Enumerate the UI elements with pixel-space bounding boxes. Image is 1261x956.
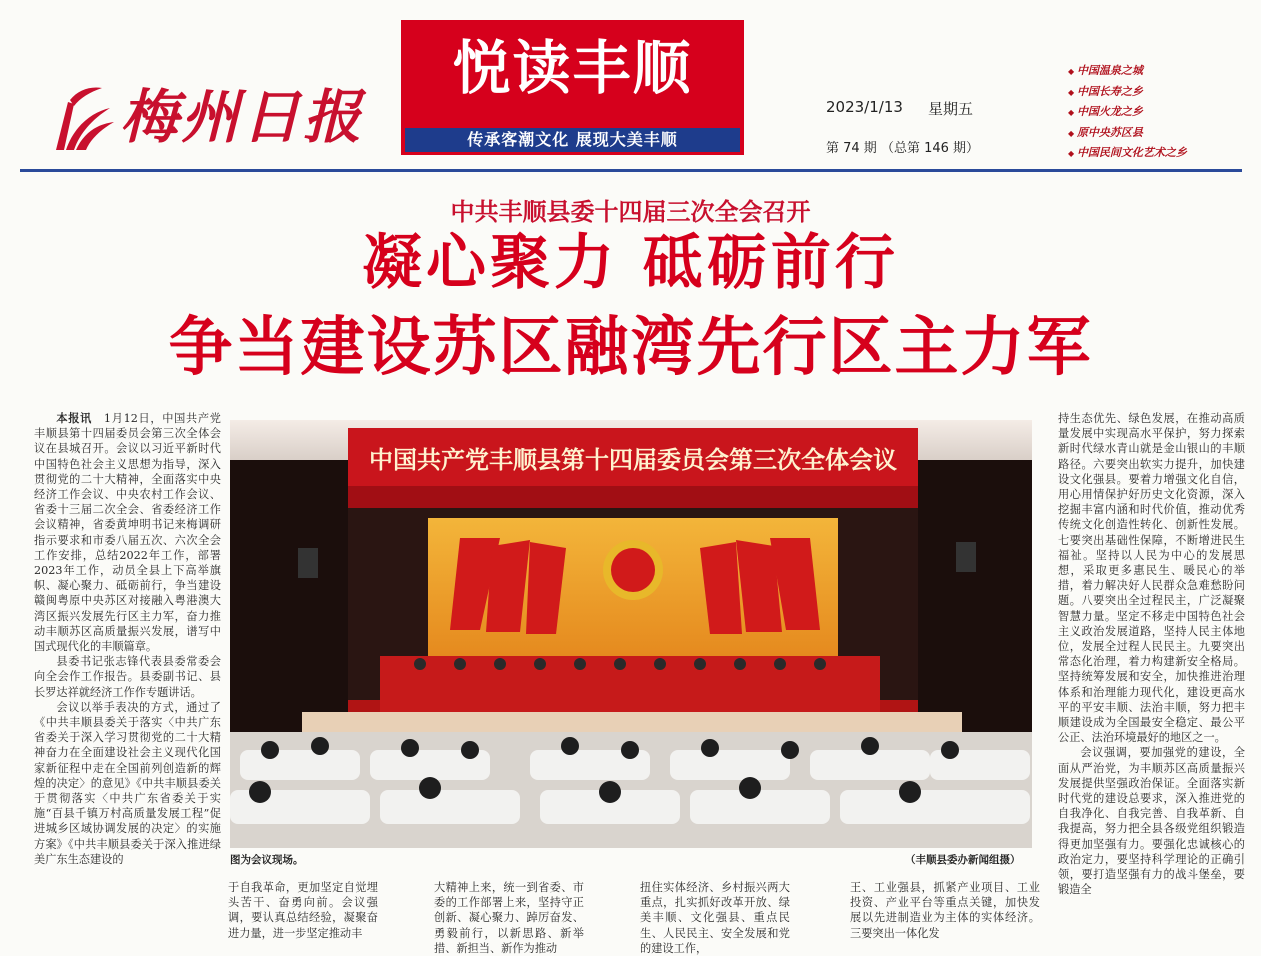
tagline-list [1068, 61, 1248, 164]
photo-caption: 图为会议现场。 [230, 854, 304, 866]
article-paragraph: 王、工业强县，抓紧产业项目、工业投资、产业平台等重点关键，加快发展以先进制造业为主体的实体经济。三要突出一体化发 [850, 881, 1040, 940]
headline-main: 凝心聚力 砥砺前行 [362, 228, 899, 298]
article-paragraph: 持生态优先、绿色发展，在推动高质量发展中实现高水平保护，努力探索新时代绿水青山就是金山银山的丰顺路径。六要突出软实力提升，加快建设文化强县。要着力增强文化自信，用心用情保护好历史文化资源，深入挖掘丰富内涵和时代价值，推动优秀传统文化创造性转化、创新性发展。七要突出基础性保障，不断增进民生福祉。坚持以人民为中心的发展思想，采取更多惠民生、暖民心的举措，着力解决好人民群众急难愁盼问题。八要突出全过程民主，广泛凝聚智慧力量。坚定不移走中国特色社会主义政治发展道路，坚持人民主体地位，发展全过程人民民主。九要突出常态化治理，着力构建新安全格局。坚持统筹发展和安全，加快推进治理体系和治理能力现代化，建设更高水平的平安丰顺、法治丰顺，努力把丰顺建设成为全国最安全稳定、最公平公正、法治环境最好的地区之一。 [1058, 412, 1245, 745]
article-column-bottom [640, 880, 790, 955]
newspaper-logo-icon [48, 82, 118, 154]
issue-weekday: 星期五 [928, 100, 974, 118]
article-paragraph: 1月12日，中国共产党丰顺县第十四届委员会第三次全体会议在县城召开。会议以习近平新时代中国特色社会主义思想为指导，深入贯彻党的二十大精神，全面落实中央经济工作会议、中央农村工作会议、省委十三届二次全会、省委经济工作会议精神，省委黄坤明书记来梅调研指示要求和市委八届五次、六次全会工作安排，总结2022年工作，部署2023年工作，动员全县上下高举旗帜、凝心聚力、砥砺前行，争当建设赣闽粤原中央苏区对接融入粤港澳大湾区振兴发展先行区主力军，奋力推动丰顺苏区高质量振兴发展，谱写中国式现代化的丰顺篇章。 [34, 412, 221, 654]
byline: 本报讯 [56, 412, 93, 425]
article-column-right [1058, 411, 1245, 945]
article-paragraph: 会议以举手表决的方式，通过了《中共丰顺县委关于落实〈中共广东省委关于深入学习贯彻党的二十大精神奋力在全面建设社会主义现代化国家新征程中走在全国前列创造新的辉煌的决定〉的意见》《中共丰顺县委关于贯彻落实〈中共广东省委关于实施“百县千镇万村高质量发展工程”促进城乡区域协调发展的决定〉的实施方案》《中共丰顺县委关于深入推进绿美广东生态建设的 [34, 700, 221, 866]
article-paragraph: 县委书记张志锋代表县委常委会向全会作工作报告。县委副书记、县长罗达祥就经济工作作专题讲话。 [34, 655, 221, 699]
meeting-hall-image [230, 420, 1032, 848]
issue-date: 2023/1/13 [826, 98, 903, 116]
article-paragraph: 于自我革命，更加坚定自觉埋头苦干、奋勇向前。会议强调，要认真总结经验，凝聚奋进力量，进一步坚定推动丰 [228, 881, 378, 940]
tagline-item: ◆ 中国温泉之城 [1068, 61, 1248, 82]
photo-credit: （丰顺县委办新闻组摄） [905, 854, 1021, 866]
article-paragraph: 会议强调，要加强党的建设，全面从严治党，为丰顺苏区高质量振兴发展提供坚强政治保证。全面落实新时代党的建设总要求，深入推进党的自我净化、自我完善、自我革新、自我提高，努力把全县各级党组织锻造得更加坚强有力。要强化忠诚核心的政治定力，要坚持科学理论的正确引领，要打造坚强有力的战斗堡垒，要锻造全 [1058, 746, 1245, 897]
brand-slogan-bar [405, 128, 740, 152]
tagline-item: ◆ 中国民间文化艺术之乡 [1068, 143, 1248, 164]
issue-number: 第 74 期 （总第 146 期） [826, 141, 980, 156]
headline-kicker: 中共丰顺县委十四届三次全会召开 [450, 198, 811, 226]
article-column-left [34, 411, 221, 945]
brand-box [401, 20, 744, 155]
tagline-item: ◆ 中国长寿之乡 [1068, 82, 1248, 103]
headline-sub: 争当建设苏区融湾先行区主力军 [168, 310, 1093, 385]
meeting-photo [230, 420, 1032, 848]
photo-banner: 中国共产党丰顺县第十四届委员会第三次全体会议 [369, 446, 897, 474]
article-column-bottom [434, 880, 584, 955]
article-paragraph: 扭住实体经济、乡村振兴两大重点，扎实抓好改革开放、绿美丰顺、文化强县、重点民生、人民民主、安全发展和党的建设工作， [640, 881, 790, 955]
brand-title: 悦读丰顺 [452, 34, 693, 102]
tagline-item: ◆ 原中央苏区县 [1068, 123, 1248, 144]
article-column-bottom [228, 880, 378, 945]
brand-slogan: 传承客潮文化 展现大美丰顺 [467, 130, 678, 149]
newspaper-name: 梅州日报 [120, 83, 365, 151]
tagline-item: ◆ 中国火龙之乡 [1068, 102, 1248, 123]
masthead-divider [20, 169, 1242, 172]
article-paragraph: 大精神上来，统一到省委、市委的工作部署上来，坚持守正创新、凝心聚力、踔厉奋发、勇毅前行，以新思路、新举措、新担当、新作为推动 [434, 881, 584, 955]
article-column-bottom [850, 880, 1040, 945]
